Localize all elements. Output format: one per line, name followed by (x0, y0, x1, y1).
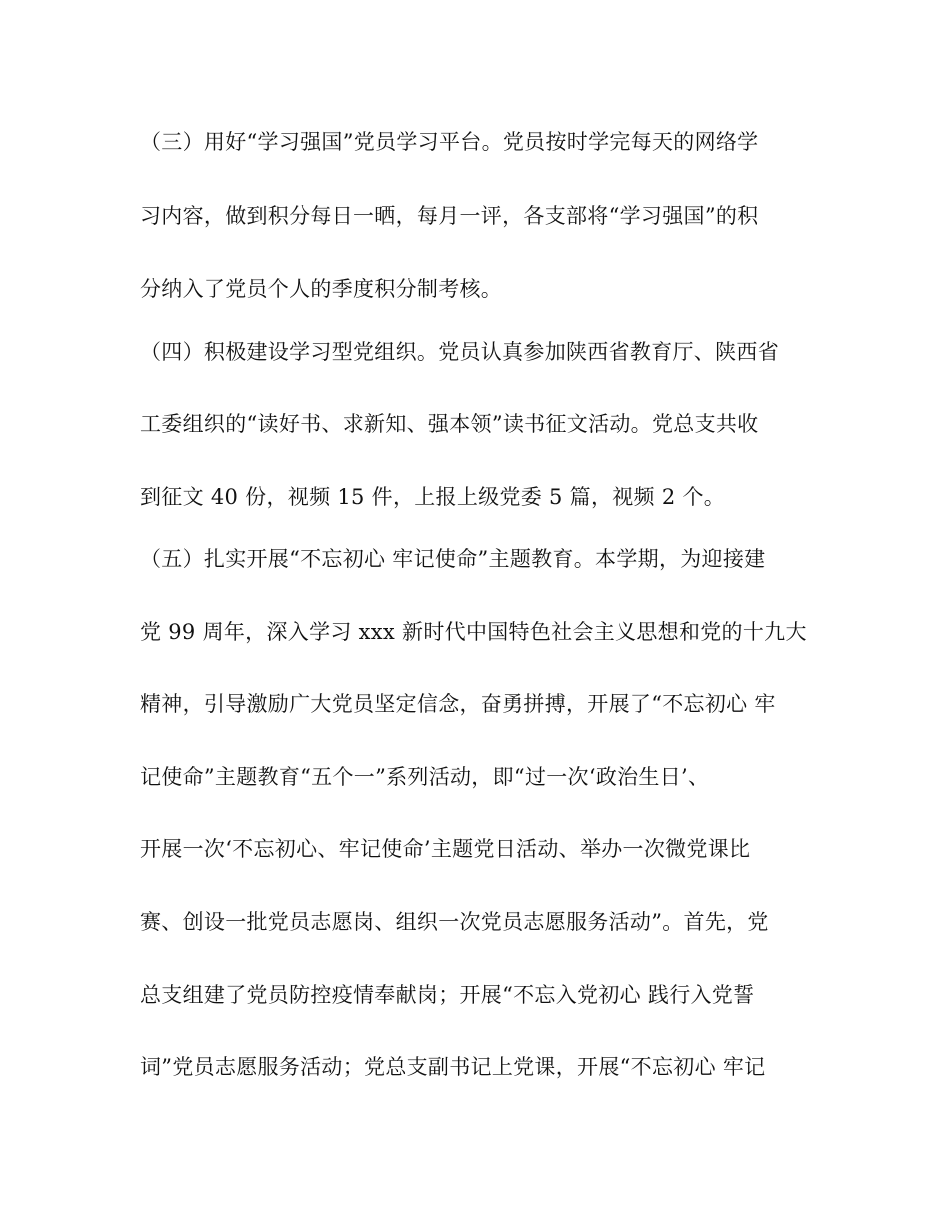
paragraph-line: 工委组织的“读好书、求新知、强本领”读书征文活动。党总支共收 (140, 412, 759, 436)
paragraph-line: 党 99 周年，深入学习 xxx 新时代中国特色社会主义思想和党的十九大 (140, 620, 807, 644)
paragraph-line: 精神，引导激励广大党员坚定信念，奋勇拼搏，开展了“不忘初心 牢 (140, 692, 776, 716)
paragraph-line: 记使命”主题教育“五个一”系列活动，即“过一次‘政治生日’、 (140, 765, 710, 789)
paragraph-line: 到征文 40 份，视频 15 件，上报上级党委 5 篇，视频 2 个。 (140, 485, 726, 509)
paragraph-line: 分纳入了党员个人的季度积分制考核。 (140, 277, 503, 301)
paragraph-line: 赛、创设一批党员志愿岗、组织一次党员志愿服务活动”。首先，党 (140, 910, 769, 934)
paragraph-line: 词”党员志愿服务活动；党总支副书记上党课，开展“不忘初心 牢记 (140, 1055, 766, 1079)
paragraph-line: 习内容，做到积分每日一晒，每月一评，各支部将“学习强国”的积 (140, 204, 759, 228)
paragraph-line: （三）用好“学习强国”党员学习平台。党员按时学完每天的网络学 (140, 130, 759, 154)
paragraph-line: 开展一次‘不忘初心、牢记使命’主题党日活动、举办一次微党课比 (140, 837, 751, 861)
paragraph-line: （四）积极建设学习型党组织。党员认真参加陕西省教育厅、陕西省 (140, 340, 779, 364)
paragraph-line: 总支组建了党员防控疫情奉献岗；开展“不忘入党初心 践行入党誓 (140, 983, 755, 1007)
paragraph-line: （五）扎实开展“不忘初心 牢记使命”主题教育。本学期，为迎接建 (140, 547, 766, 571)
